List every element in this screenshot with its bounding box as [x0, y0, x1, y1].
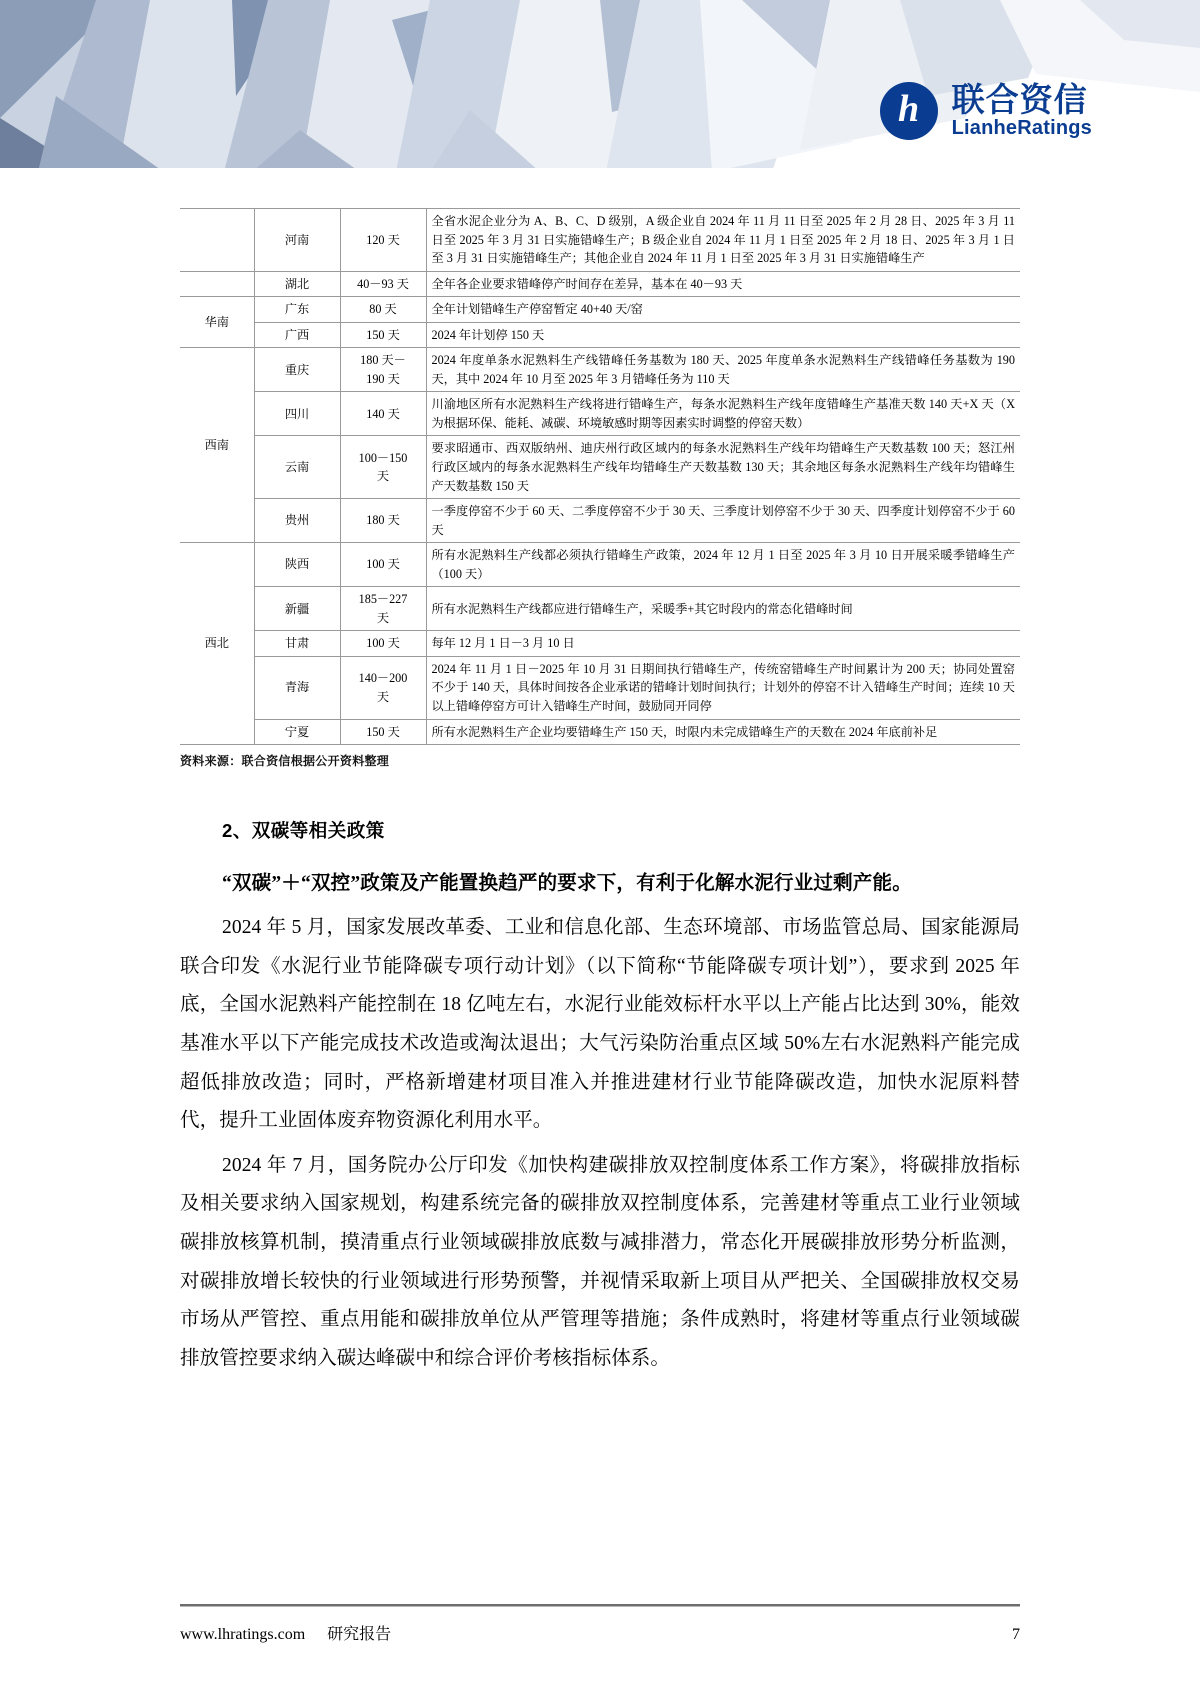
cell-days: 120 天: [340, 209, 426, 272]
cell-description: 2024 年度单条水泥熟料生产线错峰任务基数为 180 天、2025 年度单条水泥熟料生产线错峰任务基数为 190 天，其中 2024 年 10 月至 2025 年 3 月错峰任务为 110 天: [426, 348, 1020, 392]
table-row: [180, 392, 1020, 436]
brand-logo: [880, 82, 1092, 140]
cell-province: 贵州: [254, 499, 340, 543]
peak-shifting-policy-table: [180, 208, 1020, 745]
body-paragraph-2: 2024 年 7 月，国务院办公厅印发《加快构建碳排放双控制度体系工作方案》，将碳排放指标及相关要求纳入国家规划，构建系统完备的碳排放双控制度体系，完善建材等重点工业行业领域碳排放核算机制，摸清重点行业领域碳排放底数与减排潜力，常态化开展碳排放形势分析监测，对碳排放增长较快的行业领域进行形势预警，并视情采取新上项目从严把关、全国碳排放权交易市场从严管控、重点用能和碳排放单位从严管理等措施；条件成熟时，将建材等重点行业领域碳排放管控要求纳入碳达峰碳中和综合评价考核指标体系。: [180, 1154, 1020, 1369]
cell-description: 全年各企业要求错峰停产时间存在差异，基本在 40－93 天: [426, 271, 1020, 297]
cell-description: 2024 年 11 月 1 日－2025 年 10 月 31 日期间执行错峰生产，传统窑错峰生产时间累计为 200 天；协同处置窑不少于 140 天，具体时间按各企业承诺的错峰计划时间执行；计划外的停窑不计入错峰生产时间；连续 10 天以上错峰停窑方可计入错峰生产时间，鼓励同开同停: [426, 656, 1020, 719]
cell-days: 150 天: [340, 719, 426, 745]
cell-region: [180, 271, 254, 297]
logo-mark-icon: h: [880, 82, 938, 140]
cell-days: 100 天: [340, 543, 426, 587]
brand-name-cn: 联合资信: [951, 80, 1088, 118]
cell-description: 要求昭通市、西双版纳州、迪庆州行政区域内的每条水泥熟料生产线年均错峰生产天数基数 100 天；怒江州行政区域内的每条水泥熟料生产线年均错峰生产天数基数 130 天；其余地区每条水泥熟料生产线年均错峰生产天数基数 150 天: [426, 436, 1020, 499]
table-row: [180, 499, 1020, 543]
footer-divider: [180, 1604, 1020, 1607]
cell-description: 每年 12 月 1 日－3 月 10 日: [426, 631, 1020, 657]
cell-province: 甘肃: [254, 631, 340, 657]
cell-description: 2024 年计划停 150 天: [426, 322, 1020, 348]
cell-province: 河南: [254, 209, 340, 272]
cell-region: [180, 209, 254, 272]
table-row: [180, 436, 1020, 499]
cell-description: 所有水泥熟料生产线都必须执行错峰生产政策，2024 年 12 月 1 日至 2025 年 3 月 10 日开展采暖季错峰生产（100 天）: [426, 543, 1020, 587]
cell-description: 全年计划错峰生产停窑暂定 40+40 天/窑: [426, 297, 1020, 323]
cell-province: 云南: [254, 436, 340, 499]
cell-province: 青海: [254, 656, 340, 719]
cell-days: 180 天: [340, 499, 426, 543]
cell-days: 40－93 天: [340, 271, 426, 297]
cell-province: 四川: [254, 392, 340, 436]
footer-website-url[interactable]: www.lhratings.com: [180, 1626, 306, 1643]
cell-province: 广西: [254, 322, 340, 348]
cell-days: 100 天: [340, 631, 426, 657]
footer-doc-type: 研究报告: [327, 1626, 392, 1643]
cell-province: 新疆: [254, 587, 340, 631]
table-row: [180, 297, 1020, 323]
cell-region: 西北: [180, 543, 254, 745]
page-content: [0, 172, 1200, 1378]
page-footer: [0, 1604, 1200, 1644]
table-row: [180, 271, 1020, 297]
table-row: [180, 656, 1020, 719]
cell-region: 华南: [180, 297, 254, 348]
cell-days: 140 天: [340, 392, 426, 436]
body-paragraph-1: 2024 年 5 月，国家发展改革委、工业和信息化部、生态环境部、市场监管总局、国家能源局联合印发《水泥行业节能降碳专项行动计划》（以下简称“节能降碳专项计划”），要求到 2025 年底，全国水泥熟料产能控制在 18 亿吨左右，水泥行业能效标杆水平以上产能占比达到 30%，能效基准水平以下产能完成技术改造或淘汰退出；大气污染防治重点区域 50%左右水泥熟料产能完成超低排放改造；同时，严格新增建材项目准入并推进建材行业节能降碳改造，加快水泥原料替代，提升工业固体废弃物资源化利用水平。: [180, 917, 1020, 1132]
peak-shifting-policy-table-wrap: [180, 208, 1020, 769]
logo-text-block: [951, 80, 1092, 140]
cell-days: 185－227 天: [340, 587, 426, 631]
table-row: [180, 348, 1020, 392]
cell-days: 80 天: [340, 297, 426, 323]
cell-province: 广东: [254, 297, 340, 323]
table-source-note: 资料来源：联合资信根据公开资料整理: [180, 754, 390, 769]
cell-description: 一季度停窑不少于 60 天、二季度停窑不少于 30 天、三季度计划停窑不少于 30 天、四季度计划停窑不少于 60 天: [426, 499, 1020, 543]
cell-region: 西南: [180, 348, 254, 543]
section-heading: 2、双碳等相关政策: [222, 820, 385, 842]
cell-province: 重庆: [254, 348, 340, 392]
table-row: [180, 543, 1020, 587]
cell-days: 140－200 天: [340, 656, 426, 719]
cell-description: 所有水泥熟料生产企业均要错峰生产 150 天，时限内未完成错峰生产的天数在 2024 年底前补足: [426, 719, 1020, 745]
cell-days: 150 天: [340, 322, 426, 348]
table-row: [180, 719, 1020, 745]
table-row: [180, 631, 1020, 657]
cell-description: 川渝地区所有水泥熟料生产线将进行错峰生产，每条水泥熟料生产线年度错峰生产基准天数 140 天+X 天（X 为根据环保、能耗、减碳、环境敏感时期等因素实时调整的停窑天数）: [426, 392, 1020, 436]
table-row: [180, 587, 1020, 631]
cell-province: 陕西: [254, 543, 340, 587]
cell-description: 全省水泥企业分为 A、B、C、D 级别，A 级企业自 2024 年 11 月 11 日至 2025 年 2 月 28 日、2025 年 3 月 11 日至 2025 年 3 月 31 日实施错峰生产；B 级企业自 2024 年 11 月 1 日至 2025 年 2 月 18 日、2025 年 3 月 1 日至 3 月 31 日实施错峰生产；其他企业自 2024 年 11 月 1 日至 2025 年 3 月 31 日实施错峰生产: [426, 209, 1020, 272]
brand-name-en: LianheRatings: [951, 117, 1092, 140]
cell-description: 所有水泥熟料生产线都应进行错峰生产，采暖季+其它时段内的常态化错峰时间: [426, 587, 1020, 631]
cell-province: 宁夏: [254, 719, 340, 745]
cell-days: 180 天－ 190 天: [340, 348, 426, 392]
table-row: [180, 322, 1020, 348]
section-lead-paragraph: “双碳”＋“双控”政策及产能置换趋严的要求下，有利于化解水泥行业过剩产能。: [222, 873, 912, 895]
cell-days: 100－150 天: [340, 436, 426, 499]
footer-page-number: 7: [1012, 1626, 1020, 1643]
cell-province: 湖北: [254, 271, 340, 297]
table-row: [180, 209, 1020, 272]
